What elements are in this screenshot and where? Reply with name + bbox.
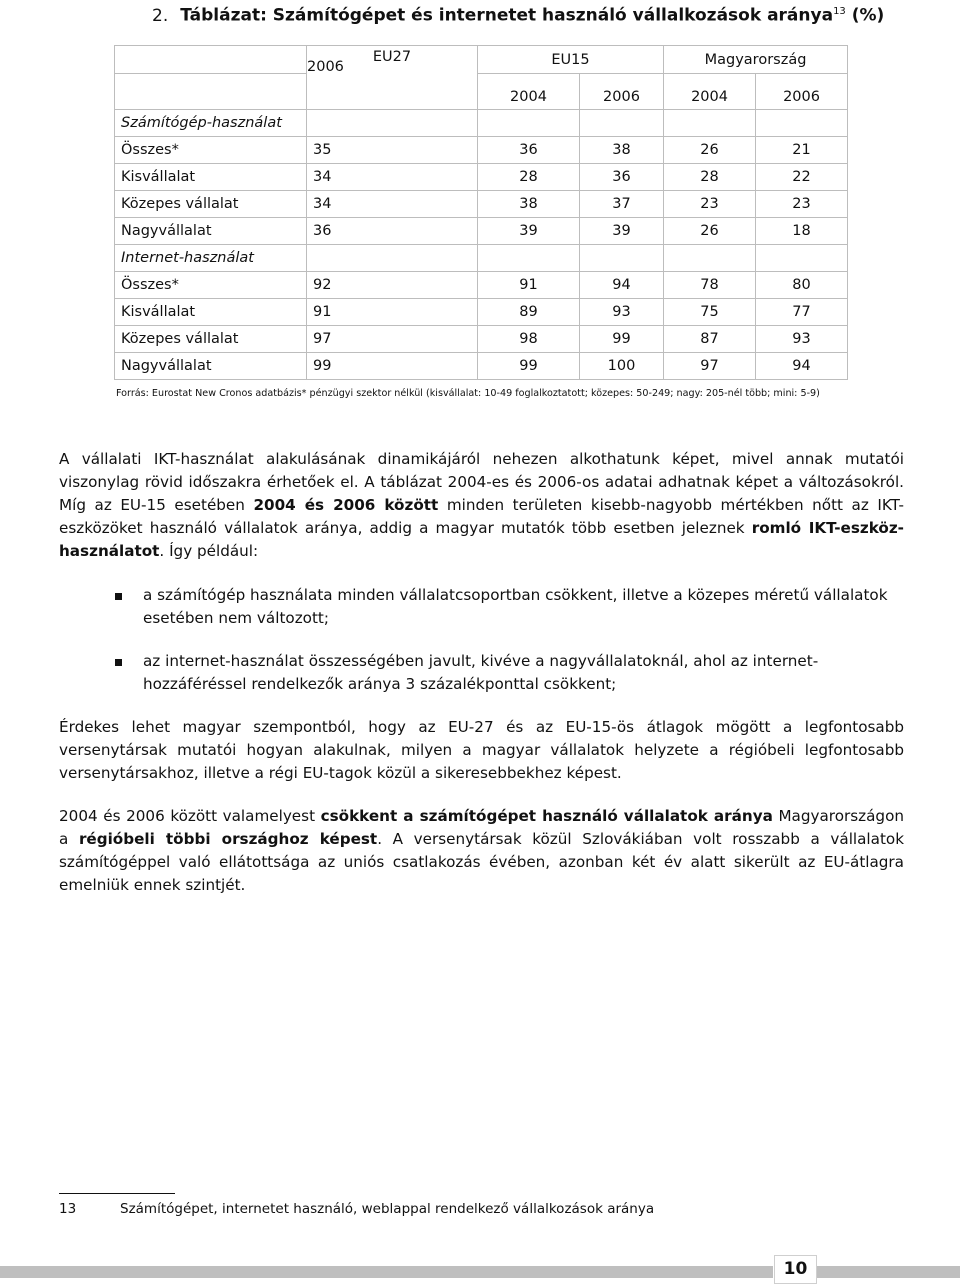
row-label: Összes*: [115, 272, 307, 299]
row-label: Nagyvállalat: [115, 353, 307, 380]
page-number: 10: [774, 1255, 817, 1284]
value-cell: 36: [478, 137, 580, 164]
data-table: [114, 45, 848, 380]
value-cell: 94: [580, 272, 664, 299]
value-cell: 78: [664, 272, 756, 299]
empty-cell: [478, 110, 580, 137]
section-header-row: [115, 110, 848, 137]
footnote-ref: 13: [833, 6, 846, 17]
year-header-row: [115, 74, 848, 110]
value-cell: 94: [756, 353, 848, 380]
value-cell: 93: [580, 299, 664, 326]
value-cell: 34: [307, 164, 478, 191]
value-cell: 26: [664, 218, 756, 245]
empty-cell: [580, 245, 664, 272]
table-source-note: Forrás: Eurostat New Cronos adatbázis* pénzügyi szektor nélkül (kisvállalat: 10-49 foglalkoztatott; közepes: 50-249; nagy: 205-nél több; mini: 5-9): [116, 388, 820, 399]
section-title: Számítógép-használat: [115, 110, 307, 137]
empty-cell: [307, 110, 478, 137]
empty-cell: [307, 245, 478, 272]
group-header-eu15: EU15: [478, 46, 664, 74]
value-cell: 35: [307, 137, 478, 164]
value-cell: 92: [307, 272, 478, 299]
table-body: [115, 110, 848, 380]
value-cell: 99: [478, 353, 580, 380]
value-cell: 28: [664, 164, 756, 191]
row-label: Közepes vállalat: [115, 326, 307, 353]
paragraph-2: Érdekes lehet magyar szempontból, hogy az EU-27 és az EU-15-ös átlagok mögött a legfontosabb versenytársak mutatói hogyan alakulnak, milyen a magyar vállalatok helyzete a régióbeli legfontosabb versenytársakhoz, illetve a régi EU-tagok közül a sikeresebbekhez képest.: [59, 718, 904, 782]
section-header-row: [115, 245, 848, 272]
row-label: Összes*: [115, 137, 307, 164]
table-row: [115, 137, 848, 164]
corner-cell: [115, 46, 307, 74]
value-cell: 97: [307, 326, 478, 353]
value-cell: 21: [756, 137, 848, 164]
table-row: [115, 191, 848, 218]
value-cell: 99: [307, 353, 478, 380]
value-cell: 99: [580, 326, 664, 353]
empty-cell: [580, 110, 664, 137]
table-row: [115, 218, 848, 245]
year-header-eu27-2006: 2006: [307, 59, 344, 75]
value-cell: 36: [580, 164, 664, 191]
footer-bar: [0, 1266, 773, 1278]
value-cell: 38: [478, 191, 580, 218]
empty-cell: [478, 245, 580, 272]
year-header: 2004: [478, 74, 580, 110]
table-row: [115, 299, 848, 326]
corner-cell-2: [115, 74, 307, 110]
value-cell: 97: [664, 353, 756, 380]
bullet-square-icon: [115, 593, 122, 600]
value-cell: 39: [580, 218, 664, 245]
footnote-number: 13: [59, 1201, 77, 1217]
value-cell: 89: [478, 299, 580, 326]
empty-cell: [756, 110, 848, 137]
value-cell: 87: [664, 326, 756, 353]
footnote-divider: [59, 1193, 175, 1194]
value-cell: 36: [307, 218, 478, 245]
footnote-text: Számítógépet, internetet használó, weblappal rendelkező vállalkozások aránya: [120, 1201, 655, 1217]
row-label: Közepes vállalat: [115, 191, 307, 218]
value-cell: 34: [307, 191, 478, 218]
empty-cell: [756, 245, 848, 272]
empty-cell: [664, 110, 756, 137]
section-title: Internet-használat: [115, 245, 307, 272]
value-cell: 39: [478, 218, 580, 245]
table-row: [115, 353, 848, 380]
group-header-hu: Magyarország: [664, 46, 848, 74]
value-cell: 80: [756, 272, 848, 299]
value-cell: 23: [664, 191, 756, 218]
value-cell: 38: [580, 137, 664, 164]
paragraph-3: 2004 és 2006 között valamelyest csökkent a számítógépet használó vállalatok aránya Magyarországon a régióbeli többi országhoz képest. A versenytársak közül Szlovákiában volt rosszabb a vállalatok számítógéppel való ellátottsága az uniós csatlakozás évében, azonban két év alatt sikerült az EU-átlagra emelniük ennek szintjét.: [59, 807, 905, 894]
row-label: Nagyvállalat: [115, 218, 307, 245]
table-heading: [152, 0, 912, 28]
value-cell: 23: [756, 191, 848, 218]
year-header: 2006: [580, 74, 664, 110]
heading-number: 2.: [152, 5, 169, 26]
value-cell: 26: [664, 137, 756, 164]
footer-bar-right: [816, 1266, 960, 1278]
paragraph-1: A vállalati IKT-használat alakulásának dinamikájáról nehezen alkothatunk képet, mivel annak mutatói viszonylag rövid időszakra érhetőek el. A táblázat 2004-es és 2006-os adatai adhatnak képet a változásokról. Míg az EU-15 esetében 2004 és 2006 között minden területen kisebb-nagyobb mértékben nőtt az IKT-eszközöket használó vállalatok aránya, addig a magyar mutatók több esetben jeleznek romló IKT-eszköz-használatot. Így például:: [59, 450, 904, 560]
value-cell: 91: [478, 272, 580, 299]
row-label: Kisvállalat: [115, 164, 307, 191]
year-header: 2004: [664, 74, 756, 110]
bullet-square-icon: [115, 659, 122, 666]
emphasis: régióbeli többi országhoz képest: [78, 830, 378, 848]
emphasis: romló IKT-eszköz-használatot: [59, 519, 904, 560]
value-cell: 22: [756, 164, 848, 191]
value-cell: 93: [756, 326, 848, 353]
value-cell: 28: [478, 164, 580, 191]
emphasis: 2004 és 2006 között: [253, 496, 439, 514]
year-header: 2006: [756, 74, 848, 110]
table-row: [115, 272, 848, 299]
table-row: [115, 326, 848, 353]
value-cell: 77: [756, 299, 848, 326]
value-cell: 75: [664, 299, 756, 326]
value-cell: 18: [756, 218, 848, 245]
value-cell: 98: [478, 326, 580, 353]
heading-suffix: (%): [845, 5, 885, 26]
empty-cell: [664, 245, 756, 272]
table-row: [115, 164, 848, 191]
heading-title: Táblázat: Számítógépet és internetet használó vállalkozások aránya: [180, 5, 834, 26]
value-cell: 100: [580, 353, 664, 380]
value-cell: 91: [307, 299, 478, 326]
value-cell: 37: [580, 191, 664, 218]
group-header-row: [115, 46, 848, 74]
row-label: Kisvállalat: [115, 299, 307, 326]
group-header-eu27: EU27 2006: [307, 46, 478, 110]
emphasis: csökkent a számítógépet használó vállalatok aránya: [320, 807, 773, 825]
